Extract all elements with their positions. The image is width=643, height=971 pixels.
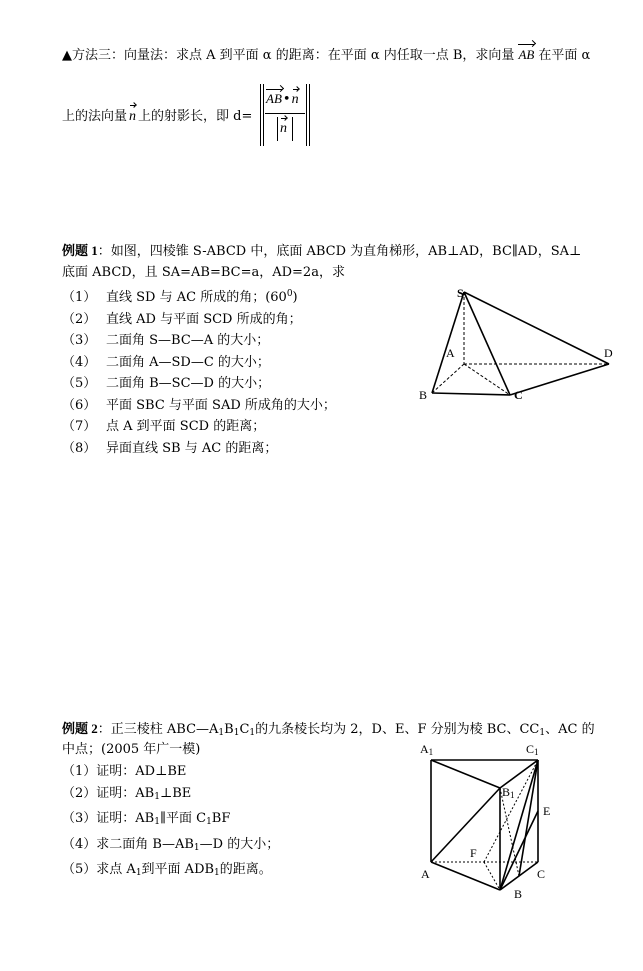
list-item: [62, 808, 279, 834]
item-sub: 1: [214, 868, 220, 878]
item-text: 直线 SD 与 AC 所成的角；(60: [106, 290, 287, 305]
item-text: 平面 SBC 与平面 SAD 所成角的大小；: [106, 397, 336, 413]
ex2-text-c: C: [239, 722, 250, 737]
item-number: （1）: [62, 764, 97, 779]
item-sub: 1: [135, 868, 142, 878]
item-text: 点 A 到平面 SCD 的距离；: [106, 419, 266, 434]
list-item: [62, 438, 336, 460]
label-a2: A: [421, 867, 430, 881]
method3-line2: [62, 108, 252, 126]
item-text: —D 的大小；: [199, 836, 280, 852]
method3-prefix: ▲方法三：向量法：求点 A 到平面 α 的距离：在平面 α 内任取一点 B，求向量: [62, 48, 515, 63]
example2-line1: [62, 720, 595, 742]
item-number: （4）: [62, 354, 97, 370]
label-d: D: [604, 346, 613, 360]
item-number: （3）: [62, 811, 97, 826]
item-sup: 0: [286, 289, 293, 299]
example1-text1: ：如图，四棱锥 S-ABCD 中，底面 ABCD 为直角梯形，AB⊥AD，BC∥AD，SA⊥: [97, 244, 582, 259]
item-text: 求二面角 B—AB: [96, 836, 194, 852]
label-b1-text: B: [502, 785, 511, 799]
label-c: C: [514, 388, 523, 402]
list-item: [62, 309, 336, 331]
list-item: [62, 859, 279, 885]
label-a: A: [446, 346, 455, 360]
formula-dot: •: [282, 92, 291, 107]
example1-label: 例题 1: [62, 243, 98, 258]
edge-bc: [432, 393, 510, 395]
ex2-text-d: 的九条棱长均为 2，D、E、F 分别为棱 BC、CC: [255, 722, 540, 737]
item-number: （2）: [62, 785, 97, 801]
pyramid-figure: [410, 280, 620, 405]
item-number: （6）: [62, 397, 97, 413]
label-a1-text: A: [420, 742, 429, 756]
formula-vec-ab: AB: [266, 91, 282, 106]
list-item: [62, 330, 336, 352]
item-text: 求点 A: [96, 862, 136, 877]
ex2-text-e: 、AC 的: [545, 722, 595, 737]
label-b: B: [419, 388, 428, 402]
normal-vector-n: n: [129, 109, 137, 124]
method3-line2-suffix: 上的射影长，即 d=: [138, 109, 253, 124]
edge-cd: [510, 364, 609, 395]
method3-line1: [62, 46, 590, 65]
item-sub: 1: [154, 817, 160, 827]
formula-numerator: [266, 91, 299, 108]
item-number: （5）: [62, 376, 97, 391]
item-text: 二面角 A—SD—C 的大小；: [106, 354, 270, 370]
edge-ab: [431, 862, 500, 890]
item-number: （1）: [62, 290, 97, 305]
item-number: （3）: [62, 333, 97, 348]
item-text: 异面直线 SB 与 AC 的距离；: [106, 440, 278, 456]
list-item: [62, 416, 336, 438]
item-text: BF: [211, 811, 231, 826]
label-b1: [502, 785, 515, 800]
item-text: 证明：AD⊥BE: [96, 764, 187, 779]
item-text: ∥平面 C: [159, 811, 207, 826]
example2-line2: [62, 741, 200, 759]
example1-items: [62, 284, 336, 459]
label-sub: 1: [428, 747, 434, 757]
label-s: S: [457, 286, 464, 300]
item-number: （7）: [62, 419, 97, 434]
list-item: [62, 352, 336, 374]
example1-line2: [62, 264, 345, 282]
label-sub: 1: [534, 747, 539, 757]
list-item: [62, 834, 279, 860]
method3-suffix: 在平面 α: [538, 48, 591, 63]
example2-text2: 中点；(2005 年广一模): [62, 742, 201, 757]
item-number: （5）: [62, 862, 97, 877]
edge-sd: [464, 292, 609, 364]
example1-text2: 底面 ABCD，且 SA=AB=BC=a，AD=2a，求: [62, 265, 345, 280]
item-text: 证明：AB: [96, 811, 155, 826]
line-fb: [484, 862, 500, 890]
edge-b1c1: [500, 760, 538, 788]
item-text: 二面角 B—SC—D 的大小；: [106, 376, 271, 391]
example2-items: [62, 761, 279, 885]
edge-a1b1: [431, 760, 500, 788]
formula-denominator: [280, 121, 287, 137]
ex2-sub: 1: [218, 728, 225, 738]
item-text: 到平面 ADB: [141, 862, 215, 877]
formula-vec-n: n: [291, 92, 299, 107]
item-text: 直线 AD 与平面 SCD 所成的角；: [106, 311, 302, 327]
example2-label: 例题 2: [62, 721, 98, 736]
line-bc1: [500, 760, 538, 890]
ex2-sub: 1: [233, 728, 240, 738]
label-f: F: [470, 846, 477, 860]
item-sub: 1: [206, 817, 212, 827]
list-item: [62, 284, 336, 309]
label-c2: C: [537, 867, 546, 881]
item-number: （4）: [62, 836, 97, 852]
item-sub: 1: [154, 791, 160, 802]
ex2-sub: 1: [249, 728, 256, 738]
label-c1-text: C: [526, 742, 535, 756]
ex2-text-a: ：正三棱柱 ABC—A: [97, 722, 219, 737]
item-tail: ): [292, 290, 298, 305]
list-item: [62, 395, 336, 417]
label-e: E: [543, 804, 551, 818]
item-text: 证明：AB: [96, 785, 155, 801]
list-item: [62, 783, 279, 809]
vector-ab: AB: [518, 47, 535, 62]
label-a1: [420, 742, 433, 757]
label-c1: [526, 742, 539, 757]
formula-den-n: n: [280, 121, 287, 136]
item-text: 二面角 S—BC—A 的大小；: [106, 333, 270, 348]
ex2-text-b: B: [224, 722, 234, 737]
list-item: [62, 761, 279, 783]
method3-line2-prefix: 上的法向量: [62, 109, 128, 124]
item-number: （8）: [62, 440, 97, 456]
prism-figure: [420, 752, 550, 902]
item-text: 的距离。: [219, 862, 272, 877]
ex2-sub: 1: [539, 728, 546, 738]
item-sub: 1: [193, 842, 200, 853]
list-item: [62, 373, 336, 395]
fraction-line: [265, 113, 305, 114]
item-text: ⊥BE: [159, 785, 192, 801]
item-number: （2）: [62, 311, 97, 327]
label-sub: 1: [510, 790, 515, 800]
example1-line1: [62, 242, 581, 261]
label-b2: B: [514, 887, 523, 901]
